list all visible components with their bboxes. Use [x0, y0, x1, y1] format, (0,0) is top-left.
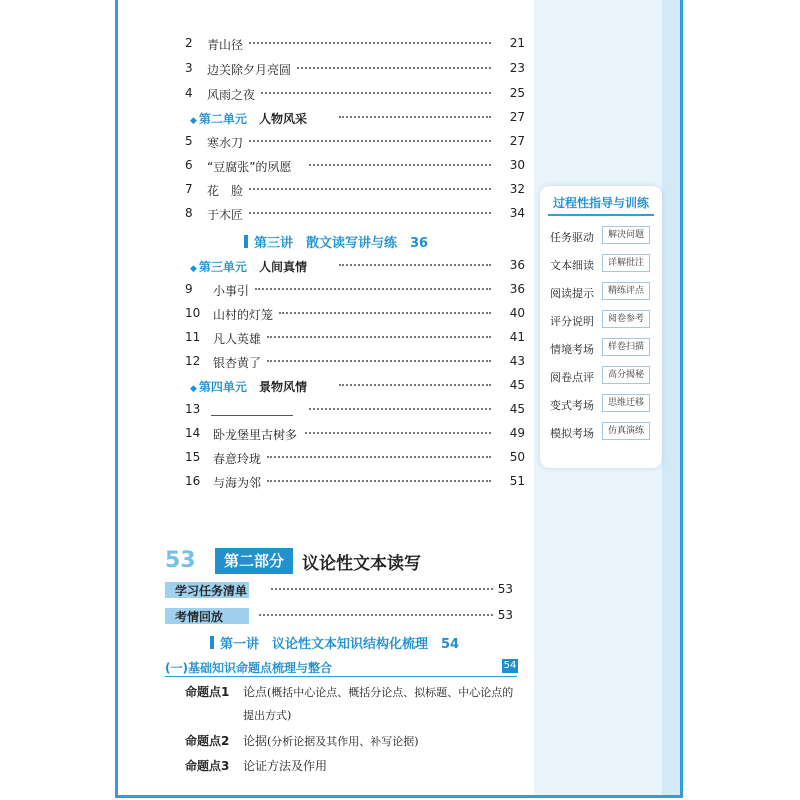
- card-item-tag: 阅卷参考: [602, 310, 650, 328]
- section-underline: [165, 676, 517, 677]
- point-row[interactable]: [185, 683, 513, 700]
- dot-leader: [279, 312, 491, 314]
- part-badge[interactable]: 第二部分: [215, 548, 293, 574]
- dot-leader: [261, 92, 491, 94]
- point-subtitle: (分析论据及其作用、补写论据): [267, 735, 419, 748]
- row-title: 小事引: [213, 284, 250, 298]
- row-title: 卧龙堡里古树多: [213, 428, 298, 442]
- point-key: 命题点1: [185, 685, 230, 699]
- dot-leader: [249, 42, 491, 44]
- guidance-card: [540, 186, 662, 468]
- card-title: 过程性指导与训练: [552, 196, 649, 210]
- card-item-key: 阅卷点评: [550, 371, 594, 384]
- row-number: 3: [185, 61, 193, 75]
- dot-leader: [259, 614, 493, 616]
- card-item-key: 情境考场: [550, 343, 594, 356]
- point-title: 论证方法及作用: [243, 759, 328, 773]
- row-page: 27: [509, 134, 525, 148]
- row-page: 32: [509, 182, 525, 196]
- dot-leader: [267, 456, 491, 458]
- dot-leader: [249, 188, 491, 190]
- row-number: 9: [185, 282, 193, 296]
- unit-leader: [185, 378, 525, 396]
- dot-leader: [339, 116, 491, 118]
- card-item[interactable]: [550, 366, 660, 386]
- card-item[interactable]: [550, 394, 660, 414]
- lecture-heading[interactable]: 第三讲 散文读写讲与练 36: [244, 232, 428, 251]
- unit-name: 景物风情: [258, 380, 307, 394]
- row-number: 8: [185, 206, 193, 220]
- row-number: 12: [185, 354, 201, 368]
- card-item-tag: 样卷扫描: [602, 338, 650, 356]
- card-item[interactable]: [550, 338, 660, 358]
- point-row[interactable]: [185, 732, 419, 749]
- section-page-badge: 54: [503, 660, 517, 671]
- row-number: 11: [185, 330, 201, 344]
- part-item[interactable]: [175, 608, 525, 626]
- card-item-tag: 仿真演练: [602, 422, 650, 440]
- row-page: 30: [509, 158, 525, 172]
- unit-name: 人间真情: [258, 260, 307, 274]
- card-divider: [548, 214, 654, 216]
- row-page: 40: [509, 306, 525, 320]
- row-page: 34: [509, 206, 525, 220]
- unit-label: ◆ 第四单元: [190, 380, 247, 394]
- card-item-key: 变式考场: [550, 399, 594, 412]
- card-item-key: 任务驱动: [550, 231, 594, 244]
- unit-label: ◆ 第三单元: [190, 260, 247, 274]
- card-item-tag: 解决问题: [602, 226, 650, 244]
- row-number: 7: [185, 182, 193, 196]
- row-title: 银杏黄了: [213, 356, 262, 370]
- row-number: 15: [185, 450, 201, 464]
- dot-leader: [309, 408, 491, 410]
- card-item[interactable]: [550, 254, 660, 274]
- dot-leader: [339, 384, 491, 386]
- row-title: 青山径: [207, 38, 244, 52]
- card-item-tag: 精练评点: [602, 282, 650, 300]
- card-item-key: 评分说明: [550, 315, 594, 328]
- row-page: 45: [509, 402, 525, 416]
- card-item[interactable]: [550, 282, 660, 302]
- row-number: 5: [185, 134, 193, 148]
- card-item-tag: 详解批注: [602, 254, 650, 272]
- point-subtitle: (概括中心论点、概括分论点、拟标题、中心论点的: [267, 686, 514, 699]
- point-title: 论据: [243, 734, 268, 748]
- point-key: 命题点2: [185, 734, 230, 748]
- row-title: 山村的灯笼: [213, 308, 274, 322]
- point-key: 命题点3: [185, 759, 230, 773]
- row-page: 25: [509, 86, 525, 100]
- lecture-heading[interactable]: 第一讲 议论性文本知识结构化梳理 54: [210, 633, 459, 652]
- card-item-tag: 思维迁移: [602, 394, 650, 412]
- blank-title-line: [211, 415, 293, 416]
- row-number: 2: [185, 36, 193, 50]
- row-page: 51: [509, 474, 525, 488]
- dot-leader: [255, 288, 491, 290]
- row-page: 21: [509, 36, 525, 50]
- card-item[interactable]: [550, 310, 660, 330]
- dot-leader: [249, 140, 491, 142]
- row-page: 27: [509, 110, 525, 124]
- row-title: 学习任务清单: [175, 584, 248, 598]
- dot-leader: [267, 480, 491, 482]
- row-title: 与海为邻: [213, 476, 262, 490]
- row-title: 风雨之夜: [207, 88, 256, 102]
- unit-label: ◆ 第二单元: [190, 112, 247, 126]
- row-title: 考情回放: [175, 610, 224, 624]
- dot-leader: [267, 336, 491, 338]
- row-number: 4: [185, 86, 193, 100]
- point-row[interactable]: [185, 757, 327, 774]
- row-page: 43: [509, 354, 525, 368]
- row-page: 36: [509, 282, 525, 296]
- row-page: 50: [509, 450, 525, 464]
- row-page: 36: [509, 258, 525, 272]
- row-page: 53: [497, 608, 513, 622]
- row-number: 10: [185, 306, 201, 320]
- row-title: 花 脸: [207, 184, 244, 198]
- point-row: [185, 707, 291, 723]
- unit-leader: [185, 110, 525, 128]
- dot-leader: [249, 212, 491, 214]
- card-item[interactable]: [550, 226, 660, 246]
- dot-leader: [305, 432, 491, 434]
- point-title: 论点: [243, 685, 268, 699]
- row-page: 23: [509, 61, 525, 75]
- point-subtitle: 提出方式): [243, 709, 292, 722]
- row-title: “豆腐张”的夙愿: [207, 160, 292, 174]
- row-title: 寒水刀: [207, 136, 244, 150]
- dot-leader: [339, 264, 491, 266]
- row-number: 16: [185, 474, 201, 488]
- card-item-key: 文本细读: [550, 259, 594, 272]
- section-heading[interactable]: (一)基础知识命题点梳理与整合: [165, 661, 332, 675]
- card-item[interactable]: [550, 422, 660, 442]
- card-item-key: 阅读提示: [550, 287, 594, 300]
- row-number: 14: [185, 426, 201, 440]
- card-item-key: 模拟考场: [550, 427, 594, 440]
- row-page: 53: [497, 582, 513, 596]
- dot-leader: [271, 588, 493, 590]
- part-title[interactable]: 议论性文本读写: [302, 554, 421, 574]
- part-page-number: 53: [165, 548, 196, 573]
- dot-leader: [267, 360, 491, 362]
- card-item-tag: 高分揭秘: [602, 366, 650, 384]
- row-title: 于木匠: [207, 208, 244, 222]
- unit-leader: [185, 258, 525, 276]
- row-title: 春意玲珑: [213, 452, 262, 466]
- row-number: 6: [185, 158, 193, 172]
- unit-name: 人物风采: [258, 112, 307, 126]
- row-number: 13: [185, 402, 201, 416]
- row-title: 凡人英雄: [213, 332, 262, 346]
- part-item[interactable]: [175, 582, 525, 600]
- row-page: 41: [509, 330, 525, 344]
- row-title: 边关除夕月亮圆: [207, 63, 292, 77]
- row-page: 45: [509, 378, 525, 392]
- row-page: 49: [509, 426, 525, 440]
- dot-leader: [297, 67, 491, 69]
- dot-leader: [309, 164, 491, 166]
